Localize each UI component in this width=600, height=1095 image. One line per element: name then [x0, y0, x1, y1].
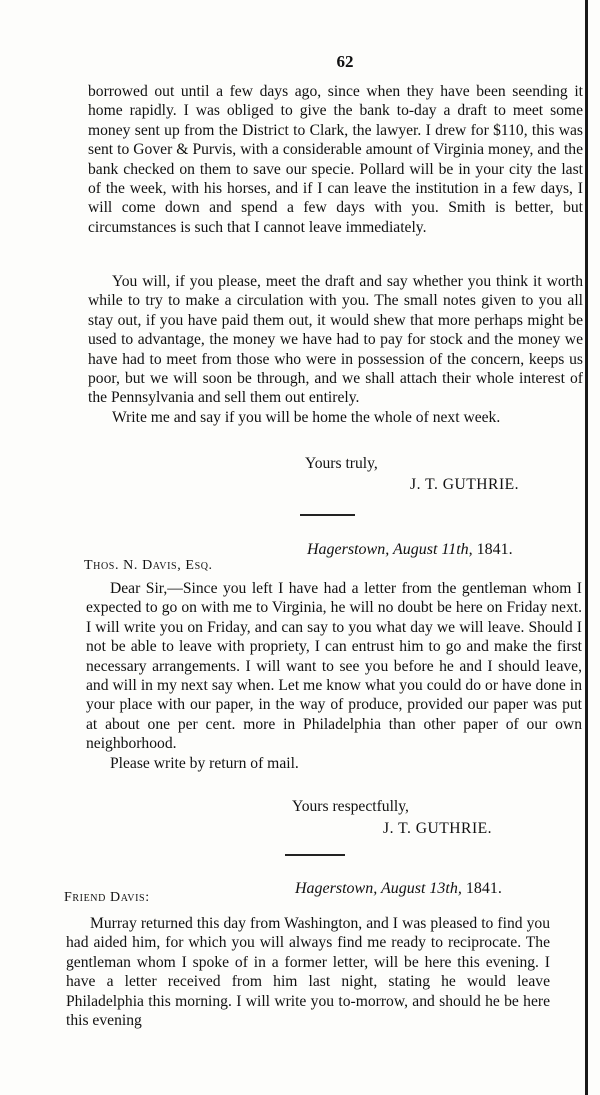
letter2-paragraph: Please write by return of mail.: [110, 754, 299, 772]
letter3-dateline-year: 1841.: [465, 880, 502, 897]
letter2-dateline: [307, 541, 513, 559]
letter3-paragraph: Murray returned this day from Washington, and I was pleased to find you had aided him, for which you will always find me ready to reciprocate. The gentleman whom I spoke of in a former letter, will be here this evening. I have a letter received from him last night, stating he would leave Philadelphia this morning. I will write you to-morrow, and should he be here this evening: [66, 915, 550, 1030]
letter2-signature: J. T. GUTHRIE.: [383, 820, 493, 837]
page-edge-shadow: [585, 0, 588, 1095]
letter3-dateline-place: Hagerstown, August 13th,: [295, 880, 462, 897]
letter1-body-paragraphs: [88, 272, 583, 427]
section-divider: [300, 514, 355, 516]
letter3-dateline: [295, 880, 502, 898]
letter1-paragraph: borrowed out until a few days ago, since when they have been seending it home rapidly. I was obliged to give the bank to-day a draft to meet some money sent up from the District to Clark, the lawyer. I drew for $110, this was sent to Gover & Purvis, with a considerable amount of Virginia money, and the bank checked on them to save our specie. Pollard will be in your city the last of the week, with his horses, and if I can leave the institution in a few days, I will come down and spend a few days with you. Smith is better, but circumstances is such that I cannot leave immediately.: [88, 83, 583, 236]
letter1-paragraph: You will, if you please, meet the draft and say whether you think it worth while to try to make a circulation with you. The small notes given to you all stay out, if you have paid them out, it would shew that more perhaps might be used to advantage, the money we have had to pay for stock and the money we have had to meet from those who were in possession of the concern, keeps us poor, but we will soon be through, and we shall attach their whole interest of the Pennsylvania and sell them out entirely.: [88, 273, 583, 407]
letter3-salutation: Friend Davis:: [64, 890, 150, 905]
letter1-body-paragraph-1: [88, 82, 583, 237]
letter1-signature: J. T. GUTHRIE.: [410, 476, 520, 493]
letter1-paragraph: Write me and say if you will be home the whole of next week.: [112, 408, 501, 426]
letter2-body: [86, 579, 582, 773]
letter2-addressee: Thos. N. Davis, Esq.: [84, 558, 213, 573]
letter2-paragraph: Dear Sir,—Since you left I have had a letter from the gentleman whom I expected to go on with me to Virginia, he will no doubt be here on Friday next. I will write you on Friday, and can say to you what day we will leave. Should I not be able to leave with propriety, I can entrust him to go and make the first necessary arrangements. I will want to see you before he and I should leave, and will in my next say when. Let me know what you could do or have done in your place with our paper, in the way of produce, provided our paper was put at about one per cent. more in Philadelphia than other paper of our own neighborhood.: [86, 580, 582, 753]
letter3-body: [66, 914, 550, 1030]
letter2-closing: Yours respectfully,: [292, 798, 409, 815]
page-number: 62: [336, 52, 354, 71]
letter2-dateline-place: Hagerstown, August 11th,: [307, 541, 473, 558]
section-divider: [285, 854, 345, 856]
letter1-closing: Yours truly,: [305, 455, 378, 472]
letter2-dateline-year: 1841.: [476, 541, 513, 558]
